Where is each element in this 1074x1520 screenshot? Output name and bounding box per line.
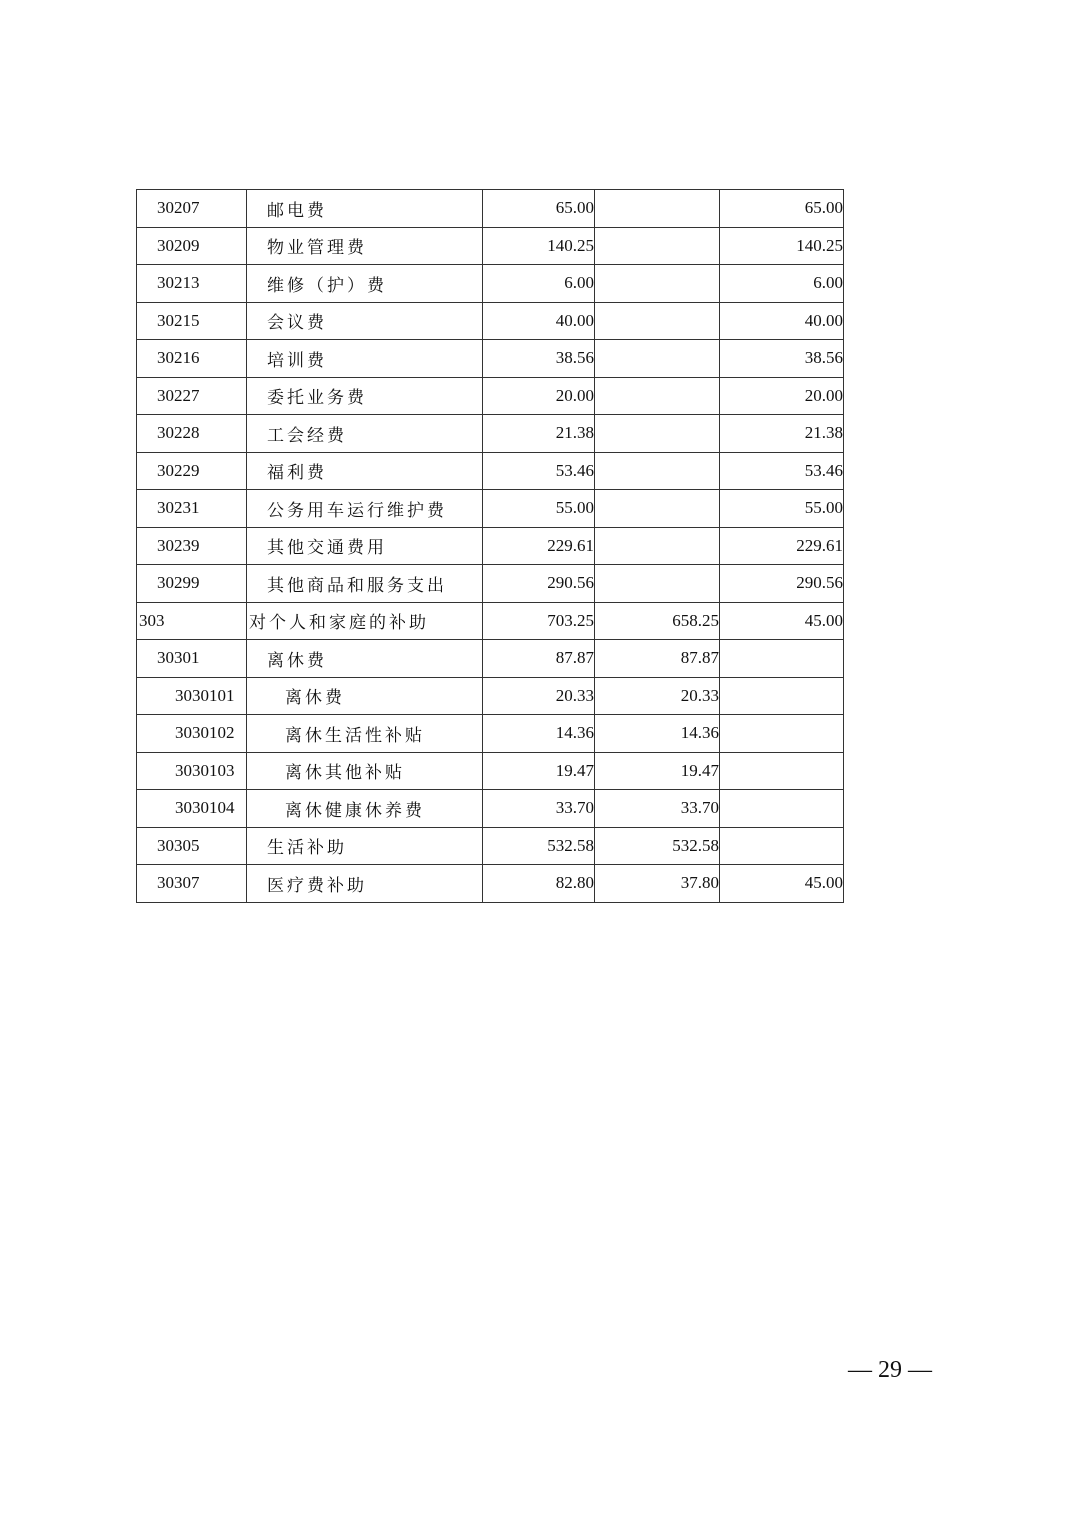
project-expenditure-cell: 53.46 <box>720 452 844 490</box>
account-name-cell: 生活补助 <box>247 827 483 865</box>
account-code-cell: 303 <box>137 602 247 640</box>
table-row <box>137 640 844 678</box>
table-row <box>137 340 844 378</box>
total-amount-cell: 21.38 <box>483 415 595 453</box>
account-name-cell: 工会经费 <box>247 415 483 453</box>
basic-expenditure-cell <box>595 565 720 603</box>
account-name-cell: 离休其他补贴 <box>247 752 483 790</box>
project-expenditure-cell: 40.00 <box>720 302 844 340</box>
basic-expenditure-cell <box>595 302 720 340</box>
total-amount-cell: 229.61 <box>483 527 595 565</box>
budget-expenditure-table <box>136 189 844 903</box>
table-row <box>137 790 844 828</box>
basic-expenditure-cell <box>595 265 720 303</box>
account-name-cell: 医疗费补助 <box>247 865 483 903</box>
basic-expenditure-cell: 20.33 <box>595 677 720 715</box>
account-name-cell: 对个人和家庭的补助 <box>247 602 483 640</box>
account-name-cell: 邮电费 <box>247 190 483 228</box>
project-expenditure-cell: 45.00 <box>720 865 844 903</box>
total-amount-cell: 53.46 <box>483 452 595 490</box>
project-expenditure-cell: 140.25 <box>720 227 844 265</box>
basic-expenditure-cell <box>595 490 720 528</box>
account-code-cell: 30301 <box>137 640 247 678</box>
total-amount-cell: 140.25 <box>483 227 595 265</box>
project-expenditure-cell: 21.38 <box>720 415 844 453</box>
account-code-cell: 30239 <box>137 527 247 565</box>
account-code-cell: 30209 <box>137 227 247 265</box>
total-amount-cell: 40.00 <box>483 302 595 340</box>
project-expenditure-cell: 229.61 <box>720 527 844 565</box>
account-name-cell: 离休生活性补贴 <box>247 715 483 753</box>
table-row <box>137 265 844 303</box>
table-row <box>137 377 844 415</box>
account-code-cell: 3030104 <box>137 790 247 828</box>
total-amount-cell: 65.00 <box>483 190 595 228</box>
basic-expenditure-cell: 19.47 <box>595 752 720 790</box>
table-row <box>137 415 844 453</box>
project-expenditure-cell: 38.56 <box>720 340 844 378</box>
project-expenditure-cell <box>720 790 844 828</box>
basic-expenditure-cell <box>595 377 720 415</box>
total-amount-cell: 14.36 <box>483 715 595 753</box>
project-expenditure-cell: 20.00 <box>720 377 844 415</box>
account-name-cell: 会议费 <box>247 302 483 340</box>
total-amount-cell: 55.00 <box>483 490 595 528</box>
account-code-cell: 3030103 <box>137 752 247 790</box>
project-expenditure-cell <box>720 715 844 753</box>
table-row <box>137 865 844 903</box>
total-amount-cell: 38.56 <box>483 340 595 378</box>
total-amount-cell: 82.80 <box>483 865 595 903</box>
account-name-cell: 离休费 <box>247 640 483 678</box>
account-code-cell: 30231 <box>137 490 247 528</box>
basic-expenditure-cell <box>595 415 720 453</box>
table-row <box>137 302 844 340</box>
account-code-cell: 3030102 <box>137 715 247 753</box>
basic-expenditure-cell <box>595 340 720 378</box>
account-name-cell: 物业管理费 <box>247 227 483 265</box>
account-code-cell: 30215 <box>137 302 247 340</box>
table-row <box>137 227 844 265</box>
basic-expenditure-cell: 532.58 <box>595 827 720 865</box>
table-row <box>137 677 844 715</box>
project-expenditure-cell: 6.00 <box>720 265 844 303</box>
basic-expenditure-cell <box>595 227 720 265</box>
basic-expenditure-cell: 14.36 <box>595 715 720 753</box>
total-amount-cell: 6.00 <box>483 265 595 303</box>
table-row <box>137 490 844 528</box>
account-code-cell: 30213 <box>137 265 247 303</box>
project-expenditure-cell <box>720 640 844 678</box>
total-amount-cell: 19.47 <box>483 752 595 790</box>
total-amount-cell: 87.87 <box>483 640 595 678</box>
project-expenditure-cell <box>720 677 844 715</box>
project-expenditure-cell: 290.56 <box>720 565 844 603</box>
project-expenditure-cell: 45.00 <box>720 602 844 640</box>
total-amount-cell: 20.00 <box>483 377 595 415</box>
total-amount-cell: 290.56 <box>483 565 595 603</box>
project-expenditure-cell <box>720 752 844 790</box>
project-expenditure-cell: 65.00 <box>720 190 844 228</box>
basic-expenditure-cell: 87.87 <box>595 640 720 678</box>
account-name-cell: 离休健康休养费 <box>247 790 483 828</box>
page-number: — 29 — <box>848 1357 932 1383</box>
table-row <box>137 752 844 790</box>
basic-expenditure-cell: 37.80 <box>595 865 720 903</box>
account-name-cell: 其他商品和服务支出 <box>247 565 483 603</box>
project-expenditure-cell <box>720 827 844 865</box>
account-code-cell: 30228 <box>137 415 247 453</box>
project-expenditure-cell: 55.00 <box>720 490 844 528</box>
account-name-cell: 委托业务费 <box>247 377 483 415</box>
table-row <box>137 715 844 753</box>
total-amount-cell: 703.25 <box>483 602 595 640</box>
account-code-cell: 30207 <box>137 190 247 228</box>
account-code-cell: 30227 <box>137 377 247 415</box>
table-row <box>137 527 844 565</box>
basic-expenditure-cell: 658.25 <box>595 602 720 640</box>
account-code-cell: 30307 <box>137 865 247 903</box>
account-name-cell: 福利费 <box>247 452 483 490</box>
table-row <box>137 565 844 603</box>
total-amount-cell: 33.70 <box>483 790 595 828</box>
total-amount-cell: 20.33 <box>483 677 595 715</box>
account-name-cell: 维修（护）费 <box>247 265 483 303</box>
basic-expenditure-cell <box>595 452 720 490</box>
account-name-cell: 公务用车运行维护费 <box>247 490 483 528</box>
account-code-cell: 30305 <box>137 827 247 865</box>
account-name-cell: 离休费 <box>247 677 483 715</box>
table-row <box>137 827 844 865</box>
account-code-cell: 30229 <box>137 452 247 490</box>
table-row <box>137 190 844 228</box>
total-amount-cell: 532.58 <box>483 827 595 865</box>
table-row <box>137 452 844 490</box>
account-name-cell: 其他交通费用 <box>247 527 483 565</box>
account-code-cell: 30299 <box>137 565 247 603</box>
table-body <box>137 190 844 903</box>
basic-expenditure-cell <box>595 527 720 565</box>
account-code-cell: 30216 <box>137 340 247 378</box>
account-code-cell: 3030101 <box>137 677 247 715</box>
account-name-cell: 培训费 <box>247 340 483 378</box>
table-row <box>137 602 844 640</box>
basic-expenditure-cell <box>595 190 720 228</box>
basic-expenditure-cell: 33.70 <box>595 790 720 828</box>
